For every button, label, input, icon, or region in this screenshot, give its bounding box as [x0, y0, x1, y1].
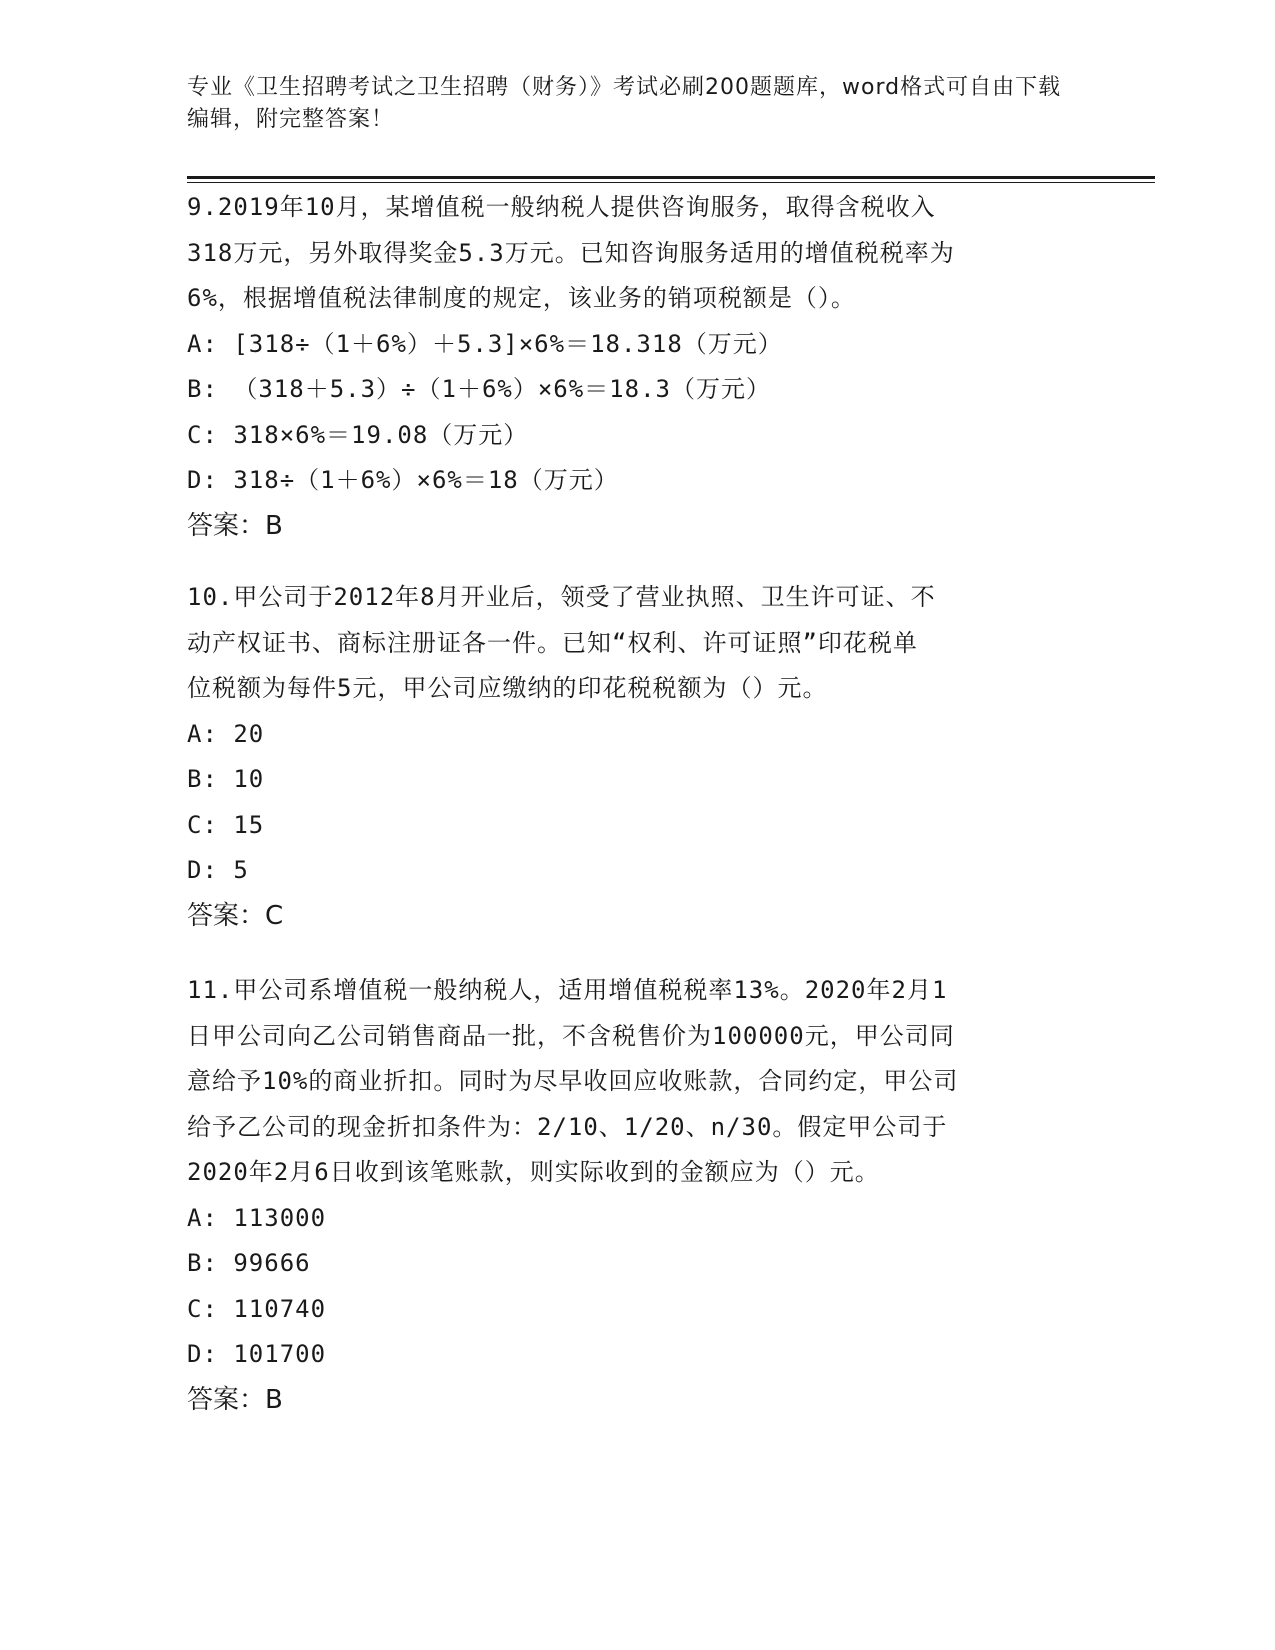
document-header: 专业《卫生招聘考试之卫生招聘（财务）》考试必刷200题题库，word格式可自由下载编辑，附完整答案！	[187, 75, 1062, 132]
question-text: 10.甲公司于2012年8月开业后，领受了营业执照、卫生许可证、不 动产权证书、商标注册证各一件。已知“权利、许可证照”印花税单 位税额为每件5元，甲公司应缴纳的印花税税额为（）元。	[187, 583, 936, 702]
header-divider-thick	[187, 176, 1155, 179]
option-c: C: 318×6%＝19.08（万元）	[187, 420, 529, 449]
option-a: A: [318÷（1＋6%）＋5.3]×6%＝18.318（万元）	[187, 329, 783, 358]
option-b: B: 99666	[187, 1249, 311, 1277]
header-divider-thin	[187, 182, 1155, 183]
option-d: D: 318÷（1＋6%）×6%＝18（万元）	[187, 466, 619, 494]
answer: 答案：B	[187, 1384, 283, 1415]
option-d: D: 101700	[187, 1340, 327, 1368]
option-c: C: 15	[187, 810, 265, 839]
option-a: A: 20	[187, 719, 265, 748]
option-b: B: （318＋5.3）÷（1＋6%）×6%＝18.3（万元）	[187, 375, 771, 403]
question-10	[187, 575, 1087, 939]
question-11	[187, 968, 1087, 1423]
answer: 答案：C	[187, 900, 284, 931]
question-9	[187, 185, 1087, 549]
question-text: 9.2019年10月，某增值税一般纳税人提供咨询服务，取得含税收入 318万元，另外取得奖金5.3万元。已知咨询服务适用的增值税税率为 6%，根据增值税法律制度的规定，该业务的销项税额是（）。	[187, 193, 955, 312]
option-d: D: 5	[187, 856, 249, 884]
question-text: 11.甲公司系增值税一般纳税人，适用增值税税率13%。2020年2月1 日甲公司向乙公司销售商品一批，不含税售价为100000元，甲公司同 意给予10%的商业折扣。同时为尽早收回应收账款，合同约定，甲公司 给予乙公司的现金折扣条件为：2/10、1/20、n/30。假定甲公司于 2020年2月6日收到该笔账款，则实际收到的金额应为（）元。	[187, 976, 959, 1186]
option-a: A: 113000	[187, 1203, 327, 1232]
option-c: C: 110740	[187, 1294, 327, 1323]
answer: 答案：B	[187, 510, 283, 541]
option-b: B: 10	[187, 765, 265, 793]
